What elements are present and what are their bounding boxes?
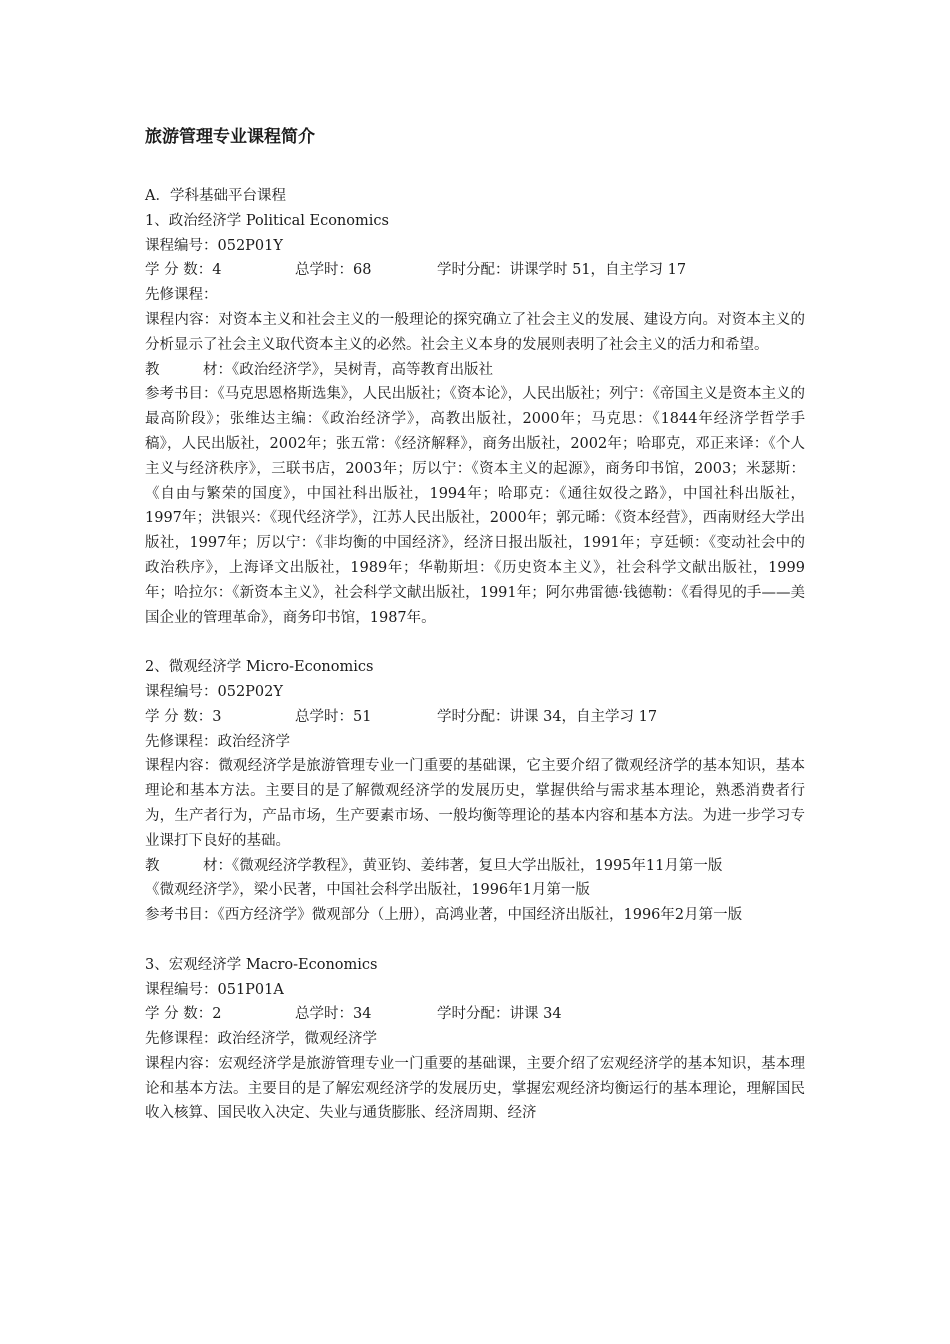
course-3-content: 课程内容：宏观经济学是旅游管理专业一门重要的基础课，主要介绍了宏观经济学的基本知识，基本理论和基本方法。主要目的是了解宏观经济学的发展历史，掌握宏观经济均衡运行的基本理论，理解国民收入核算、国民收入决定、失业与通货膨胀、经济周期、经济 [145, 1055, 805, 1122]
course-2-prereq: 先修课程：政治经济学 [145, 733, 290, 750]
course-2-references: 参考书目：《西方经济学》微观部分（上册），高鸿业著，中国经济出版社，1996年2月第一版 [145, 907, 743, 924]
course-3-hours-row [145, 1002, 805, 1027]
course-1-credits: 学 分 数：4 [145, 262, 222, 279]
course-3-heading: 3、宏观经济学 Macro-Economics [145, 956, 378, 973]
course-1-prereq: 先修课程： [145, 287, 218, 304]
course-3-credits: 学 分 数：2 [145, 1006, 222, 1023]
course-2-heading: 2、微观经济学 Micro-Economics [145, 659, 374, 676]
section-heading: A．学科基础平台课程 [145, 188, 286, 204]
page-title: 旅游管理专业课程简介 [145, 127, 315, 147]
course-3-hour-distribution: 学时分配：讲课 34 [437, 1006, 562, 1023]
course-2-code: 课程编号：052P02Y [145, 683, 283, 700]
course-3-total-hours: 总学时：34 [295, 1006, 372, 1023]
course-3-code: 课程编号：051P01A [145, 981, 284, 998]
course-1-total-hours: 总学时：68 [295, 262, 372, 279]
course-2-textbook-alt: 《微观经济学》，梁小民著，中国社会科学出版社，1996年1月第一版 [145, 882, 590, 899]
course-1-content: 课程内容：对资本主义和社会主义的一般理论的探究确立了社会主义的发展、建设方向。对资本主义的分析显示了社会主义取代资本主义的必然。社会主义本身的发展则表明了社会主义的活力和希望。 [145, 311, 805, 353]
course-2-total-hours: 总学时：51 [295, 708, 372, 725]
paragraph-spacer [145, 928, 805, 953]
course-2-credits: 学 分 数：3 [145, 708, 222, 725]
course-2-hour-distribution: 学时分配：讲课 34，自主学习 17 [437, 708, 658, 725]
course-3-prereq: 先修课程：政治经济学，微观经济学 [145, 1031, 377, 1048]
course-1-hours-row [145, 258, 805, 283]
course-2-hours-row [145, 705, 805, 730]
course-2-content: 课程内容：微观经济学是旅游管理专业一门重要的基础课，它主要介绍了微观经济学的基本知识，基本理论和基本方法。主要目的是了解微观经济学的发展历史，掌握供给与需求基本理论，熟悉消费者行为，生产者行为，产品市场，生产要素市场、一般均衡等理论的基本内容和基本方法。为进一步学习专业课打下良好的基础。 [145, 758, 805, 849]
paragraph-spacer [145, 630, 805, 655]
course-1-code: 课程编号：052P01Y [145, 237, 283, 254]
course-1-hour-distribution: 学时分配：讲课学时 51，自主学习 17 [437, 262, 687, 279]
document-page [145, 124, 805, 1126]
course-1-heading: 1、政治经济学 Political Economics [145, 212, 389, 229]
course-1-references: 参考书目：《马克思恩格斯选集》，人民出版社；《资本论》，人民出版社；列宁：《帝国主义是资本主义的最高阶段》；张维达主编：《政治经济学》，高教出版社，2000年；马克思：《1844年经济学哲学手稿》，人民出版社，2002年；张五常：《经济解释》，商务出版社，2002年；哈耶克，邓正来译：《个人主义与经济秩序》，三联书店，2003年；厉以宁：《资本主义的起源》，商务印书馆，2003；米瑟斯：《自由与繁荣的国度》，中国社科出版社，1994年；哈耶克：《通往奴役之路》，中国社科出版社，1997年；洪银兴：《现代经济学》，江苏人民出版社，2000年；郭元晞：《资本经营》，西南财经大学出版社，1997年；厉以宁：《非均衡的中国经济》，经济日报出版社，1991年；亨廷顿：《变动社会中的政治秩序》，上海译文出版社，1989年；华勒斯坦：《历史资本主义》，社会科学文献出版社，1999年；哈拉尔：《新资本主义》，社会科学文献出版社，1991年；阿尔弗雷德·钱德勒：《看得见的手——美国企业的管理革命》，商务印书馆，1987年。 [145, 386, 805, 626]
course-1-textbook: 教 材：《政治经济学》，吴树青，高等教育出版社 [145, 361, 493, 378]
course-2-textbook: 教 材：《微观经济学教程》，黄亚钧、姜纬著，复旦大学出版社，1995年11月第一版 [145, 857, 723, 874]
